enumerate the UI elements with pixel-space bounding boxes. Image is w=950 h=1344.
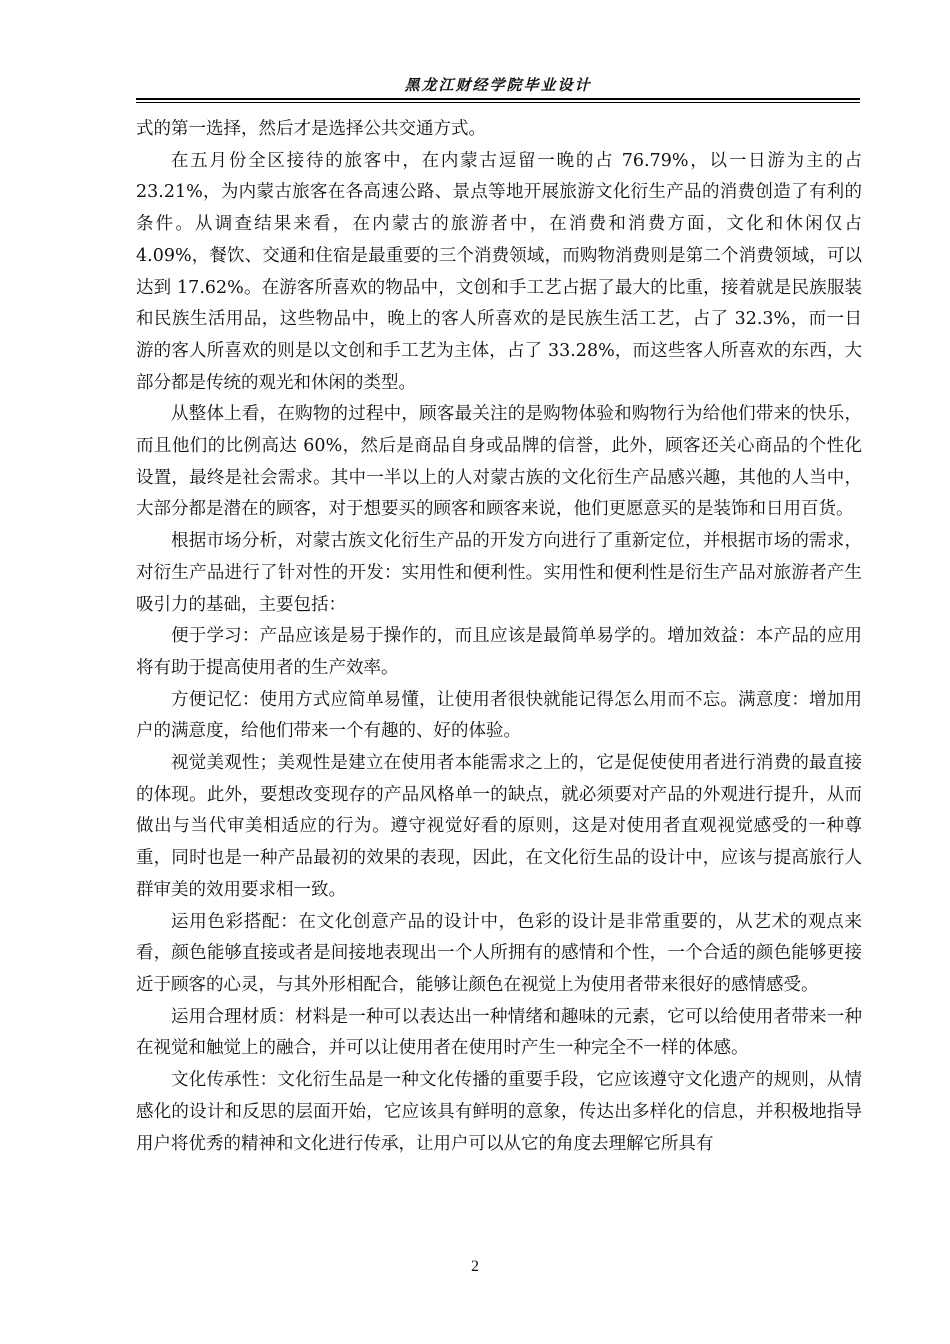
paragraph-visual-aesthetics: 视觉美观性；美观性是建立在使用者本能需求之上的，它是促使使用者进行消费的最直接的体现。此外，要想改变现存的产品风格单一的缺点，就必须要对产品的外观进行提升，从而做出与当代审美相适应的行为。遵守视觉好看的原则，这是对使用者直观视觉感受的一种尊重，同时也是一种产品最初的效果的表现，因此，在文化衍生品的设计中，应该与提高旅行人群审美的效用要求相一致。 — [136, 753, 862, 900]
paragraph-material: 运用合理材质：材料是一种可以表达出一种情绪和趣味的元素，它可以给使用者带来一种在视觉和触觉上的融合，并可以让使用者在使用时产生一种完全不一样的体感。 — [136, 1006, 862, 1059]
paragraph-color-matching: 运用色彩搭配：在文化创意产品的设计中，色彩的设计是非常重要的，从艺术的观点来看，颜色能够直接或者是间接地表现出一个人所拥有的感情和个性，一个合适的颜色能够更接近于顾客的心灵，与其外形相配合，能够让颜色在视觉上为使用者带来很好的感情感受。 — [136, 911, 862, 995]
body-text — [136, 114, 862, 1160]
page-number: 2 — [471, 1258, 479, 1275]
header-rule-thin — [136, 102, 860, 103]
paragraph-market-analysis: 根据市场分析，对蒙古族文化衍生产品的开发方向进行了重新定位，并根据市场的需求，对衍生产品进行了针对性的开发：实用性和便利性。实用性和便利性是衍生产品对旅游者产生吸引力的基础，主要包括： — [136, 531, 862, 615]
running-header: 黑龙江财经学院毕业设计 — [404, 76, 592, 94]
header-rule-thick — [136, 98, 860, 100]
paragraph-shopping-focus: 从整体上看，在购物的过程中，顾客最关注的是购物体验和购物行为给他们带来的快乐，而且他们的比例高达 60%，然后是商品自身或品牌的信誉，此外，顾客还关心商品的个性化设置，最终是社会需求。其中一半以上的人对蒙古族的文化衍生产品感兴趣，其他的人当中，大部分都是潜在的顾客，对于想要买的顾客和顾客来说，他们更愿意买的是装饰和日用百货。 — [136, 404, 862, 520]
paragraph-easy-memory: 方便记忆：使用方式应简单易懂，让使用者很快就能记得怎么用而不忘。满意度：增加用户的满意度，给他们带来一个有趣的、好的体验。 — [136, 689, 862, 742]
paragraph-easy-learning: 便于学习：产品应该是易于操作的，而且应该是最简单易学的。增加效益：本产品的应用将有助于提高使用者的生产效率。 — [136, 626, 862, 678]
paragraph-cultural-heritage: 文化传承性：文化衍生品是一种文化传播的重要手段，它应该遵守文化遗产的规则，从情感化的设计和反思的层面开始，它应该具有鲜明的意象，传达出多样化的信息，并积极地指导用户将优秀的精神和文化进行传承，让用户可以从它的角度去理解它所具有 — [136, 1070, 862, 1154]
paragraph-visitor-stats: 在五月份全区接待的旅客中，在内蒙古逗留一晚的占 76.79%，以一日游为主的占 23.21%，为内蒙古旅客在各高速公路、景点等地开展旅游文化衍生产品的消费创造了有利的条件。从调查结果来看，在内蒙古的旅游者中，在消费和消费方面，文化和休闲仅占 4.09%，餐饮、交通和住宿是最重要的三个消费领域，而购物消费则是第二个消费领域，可以达到 17.62%。在游客所喜欢的物品中，文创和手工艺占据了最大的比重，接着就是民族服装和民族生活用品，这些物品中，晚上的客人所喜欢的是民族生活工艺，占了 32.3%，而一日游的客人所喜欢的则是以文创和手工艺为主体，占了 33.28%，而这些客人所喜欢的东西，大部分都是传统的观光和休闲的类型。 — [136, 150, 862, 393]
paragraph-continuation: 式的第一选择，然后才是选择公共交通方式。 — [136, 119, 486, 139]
